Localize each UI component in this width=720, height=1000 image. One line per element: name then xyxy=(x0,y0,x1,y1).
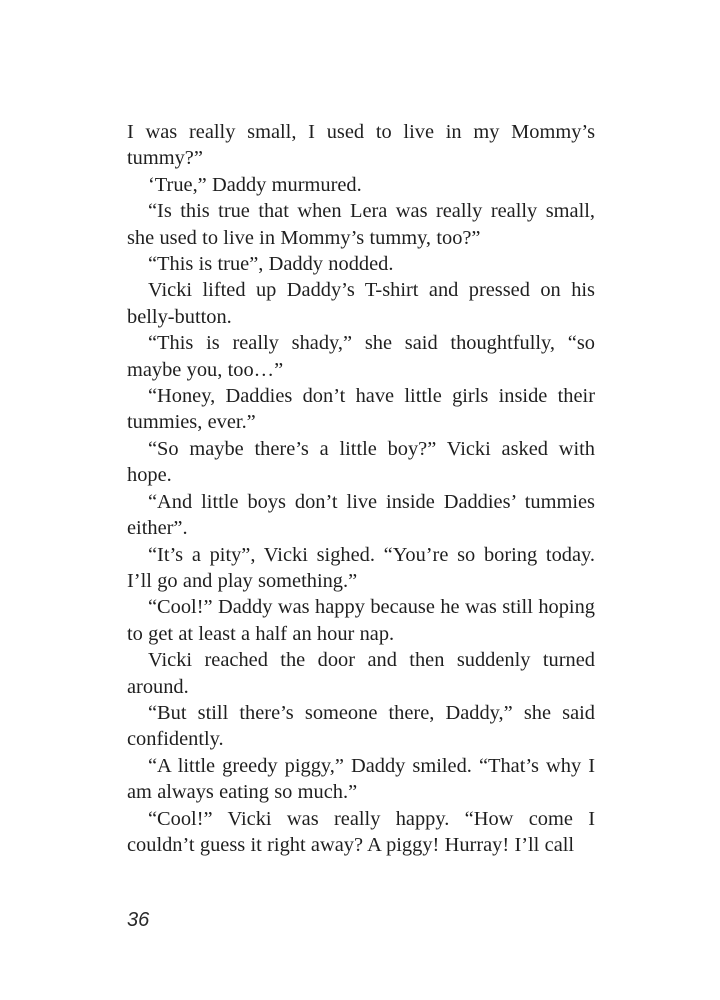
paragraph: “Cool!” Vicki was really happy. “How come I couldn’t guess it right away? A piggy! Hurray! I’ll call xyxy=(127,807,595,856)
paragraph: Vicki reached the door and then suddenly turned around. xyxy=(127,649,595,698)
paragraph: “Is this true that when Lera was really really small, she used to live in Mommy’s tummy, too?” xyxy=(127,200,595,249)
page-number: 36 xyxy=(127,909,150,931)
paragraph: I was really small, I used to live in my Mommy’s tummy?” xyxy=(127,121,595,170)
body-text xyxy=(127,119,595,858)
paragraph: “And little boys don’t live inside Daddies’ tummies either”. xyxy=(127,490,595,540)
paragraph: “Honey, Daddies don’t have little girls inside their tummies, ever.” xyxy=(127,385,595,434)
paragraph: “Cool!” Daddy was happy because he was still hoping to get at least a half an hour nap. xyxy=(127,596,595,645)
paragraph: “But still there’s someone there, Daddy,” she said confidently. xyxy=(127,701,595,751)
paragraph: “This is really shady,” she said thoughtfully, “so maybe you, too…” xyxy=(127,332,595,381)
paragraph: ‘True,” Daddy murmured. xyxy=(148,173,362,196)
paragraph: “It’s a pity”, Vicki sighed. “You’re so boring today. I’ll go and play something.” xyxy=(127,543,595,592)
paragraph: Vicki lifted up Daddy’s T-shirt and pressed on his belly-button. xyxy=(127,279,595,328)
paragraph: “This is true”, Daddy nodded. xyxy=(148,253,394,276)
paragraph: “A little greedy piggy,” Daddy smiled. “That’s why I am always eating so much.” xyxy=(127,754,595,804)
paragraph: “So maybe there’s a little boy?” Vicki asked with hope. xyxy=(127,437,595,487)
